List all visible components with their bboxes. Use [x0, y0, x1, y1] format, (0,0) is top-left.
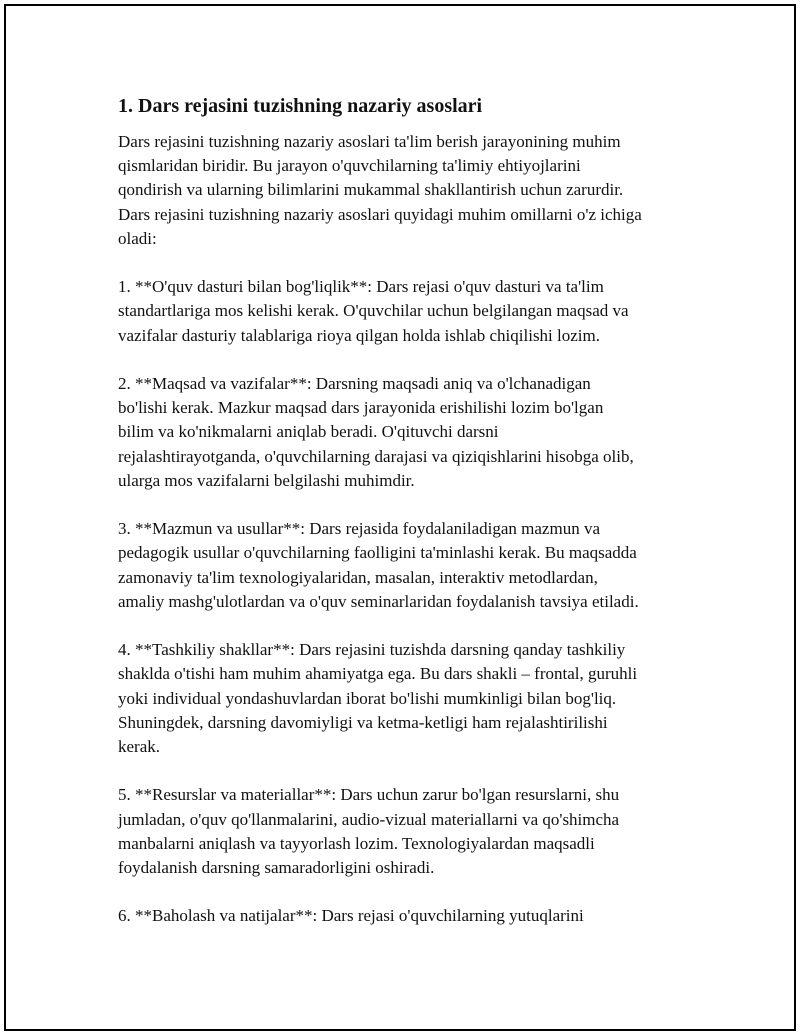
paragraph-line: rejalashtirayotganda, o'quvchilarning darajasi va qiziqishlarini hisobga olib, [118, 446, 634, 466]
paragraph-line: qondirish va ularning bilimlarini mukammal shakllantirish uchun zarurdir. [118, 180, 624, 200]
document-body [118, 92, 708, 953]
paragraph-line: Dars rejasini tuzishning nazariy asoslari quyidagi muhim omillarni o'z ichiga [118, 204, 642, 224]
paragraph-line: 1. **O'quv dasturi bilan bog'liqlik**: Dars rejasi o'quv dasturi va ta'lim [118, 277, 604, 297]
paragraph-line: 5. **Resurslar va materiallar**: Dars uchun zarur bo'lgan resurslarni, shu [118, 785, 620, 805]
paragraph-line: qismlaridan biridir. Bu jarayon o'quvchilarning ta'limiy ehtiyojlarini [118, 156, 581, 176]
paragraph-line: amaliy mashg'ulotlardan va o'quv seminarlaridan foydalanish tavsiya etiladi. [118, 591, 639, 611]
paragraph-line: bilim va ko'nikmalarni aniqlab beradi. O'qituvchi darsni [118, 422, 499, 442]
paragraph-list [118, 130, 708, 929]
paragraph-5 [118, 638, 708, 759]
paragraph-line: yoki individual yondashuvlardan iborat bo'lishi mumkinligi bilan bog'liq. [118, 688, 617, 708]
paragraph-line: jumladan, o'quv qo'llanmalarini, audio-vizual materiallarni va qo'shimcha [118, 809, 620, 829]
paragraph-line: 6. **Baholash va natijalar**: Dars rejasi o'quvchilarning yutuqlarini [118, 906, 584, 926]
paragraph-line: manbalarni aniqlash va tayyorlash lozim. Texnologiyalardan maqsadli [118, 833, 595, 853]
paragraph-line: bo'lishi kerak. Mazkur maqsad dars jarayonida erishilishi lozim bo'lgan [118, 398, 604, 418]
paragraph-line: 3. **Mazmun va usullar**: Dars rejasida foydalaniladigan mazmun va [118, 519, 600, 539]
paragraph-line: shaklda o'tishi ham muhim ahamiyatga ega. Bu dars shakli – frontal, guruhli [118, 664, 638, 684]
paragraph-line: 4. **Tashkiliy shakllar**: Dars rejasini tuzishda darsning qanday tashkiliy [118, 640, 626, 660]
paragraph-6 [118, 783, 708, 880]
paragraph-line: Dars rejasini tuzishning nazariy asoslari ta'lim berish jarayonining muhim [118, 132, 621, 151]
paragraph-7 [118, 904, 708, 928]
paragraph-line: oladi: [118, 228, 157, 248]
paragraph-1 [118, 130, 708, 251]
paragraph-line: foydalanish darsning samaradorligini oshiradi. [118, 858, 435, 878]
section-heading: 1. Dars rejasini tuzishning nazariy asoslari [118, 95, 483, 117]
paragraph-line: kerak. [118, 737, 161, 757]
paragraph-line: vazifalar dasturiy talablariga rioya qilgan holda ishlab chiqilishi lozim. [118, 325, 600, 345]
paragraph-3 [118, 372, 708, 493]
paragraph-line: standartlariga mos kelishi kerak. O'quvchilar uchun belgilangan maqsad va [118, 301, 629, 321]
paragraph-line: pedagogik usullar o'quvchilarning faolligini ta'minlashi kerak. Bu maqsadda [118, 543, 637, 563]
paragraph-line: zamonaviy ta'lim texnologiyalaridan, masalan, interaktiv metodlardan, [118, 567, 598, 587]
paragraph-4 [118, 517, 708, 614]
paragraph-line: 2. **Maqsad va vazifalar**: Darsning maqsadi aniq va o'lchanadigan [118, 374, 591, 393]
paragraph-2 [118, 275, 708, 348]
paragraph-line: ularga mos vazifalarni belgilashi muhimdir. [118, 470, 415, 490]
paragraph-line: Shuningdek, darsning davomiyligi va ketma-ketligi ham rejalashtirilishi [118, 712, 608, 732]
